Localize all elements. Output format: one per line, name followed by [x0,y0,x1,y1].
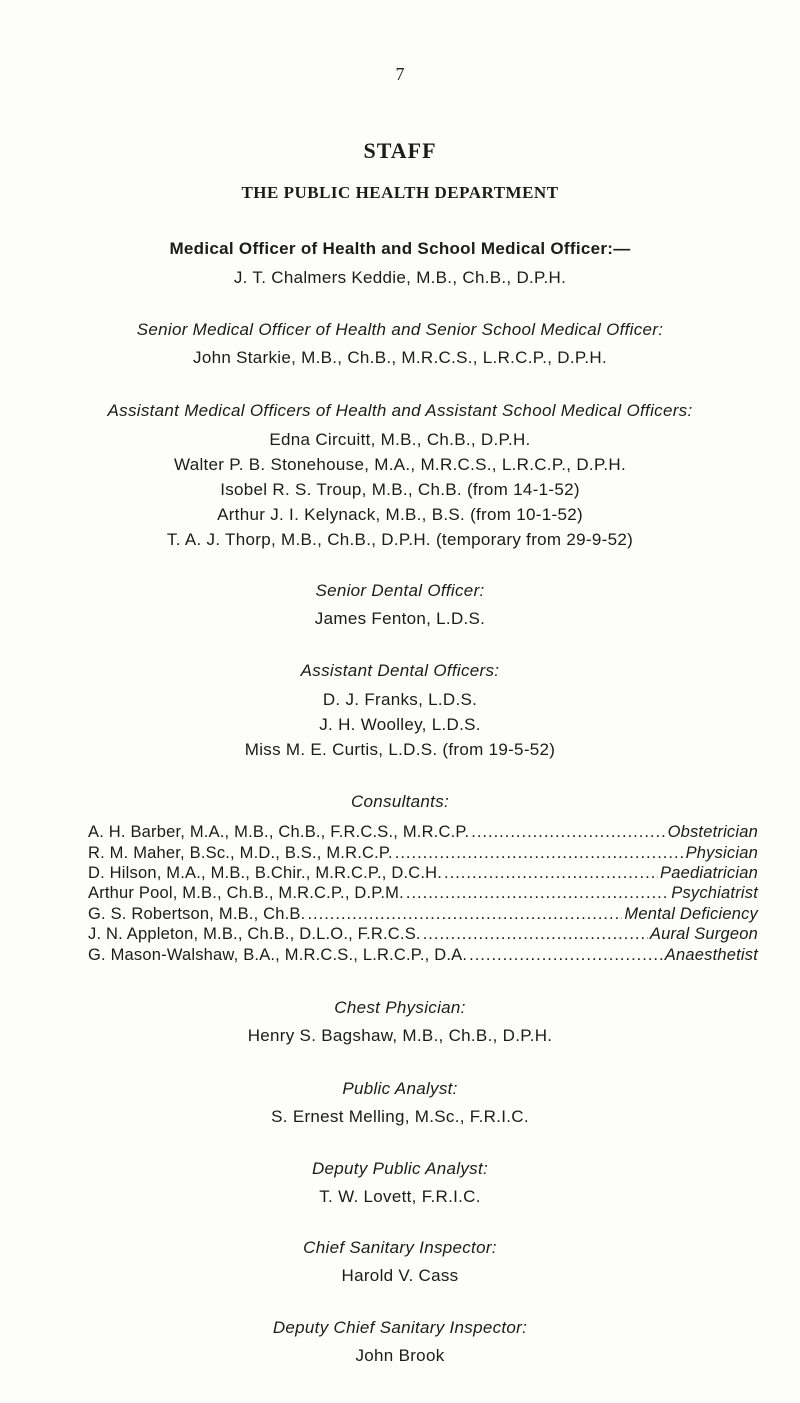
assistant-dental-name: D. J. Franks, L.D.S. [322,690,478,710]
dot-leader [471,823,665,842]
dot-leader [307,905,622,924]
deputy-public-analyst-name: T. W. Lovett, F.R.I.C. [319,1186,481,1206]
consultant-name: J. N. Appleton, M.B., Ch.B., D.L.O., F.R.C.S. [88,925,421,944]
consultant-row [88,946,758,965]
consultant-row [88,925,758,944]
consultant-row [88,884,758,903]
moh-heading: Medical Officer of Health and School Medical Officer:— [169,239,631,258]
dot-leader [406,884,669,903]
assistant-moh-name: Edna Circuitt, M.B., Ch.B., D.P.H. [269,429,531,449]
consultant-role: Paediatrician [660,863,758,882]
consultant-name: Arthur Pool, M.B., Ch.B., M.R.C.P., D.P.M. [88,884,404,903]
deputy-public-analyst-heading: Deputy Public Analyst: [311,1158,489,1178]
deputy-chief-sanitary-inspector-heading: Deputy Chief Sanitary Inspector: [272,1317,528,1337]
consultant-name: G. Mason-Walshaw, B.A., M.R.C.S., L.R.C.P., D.A. [88,945,468,964]
deputy-chief-sanitary-inspector-name: John Brook [355,1345,445,1365]
senior-moh-heading: Senior Medical Officer of Health and Senior School Medical Officer: [136,319,664,339]
assistant-dental-name: Miss M. E. Curtis, L.D.S. (from 19-5-52) [244,740,556,760]
chief-sanitary-inspector-name: Harold V. Cass [341,1265,459,1285]
consultant-name: G. S. Robertson, M.B., Ch.B. [88,904,306,923]
assistant-moh-name: T. A. J. Thorp, M.B., Ch.B., D.P.H. (temporary from 29-9-52) [166,530,634,550]
consultant-role: Mental Deficiency [624,904,758,923]
consultant-role: Physician [685,843,758,862]
public-analyst-heading: Public Analyst: [342,1078,458,1098]
consultant-name: R. M. Maher, B.Sc., M.D., B.S., M.R.C.P. [88,843,393,862]
assistant-moh-name: Isobel R. S. Troup, M.B., Ch.B. (from 14-1-52) [220,479,580,499]
senior-moh-name: John Starkie, M.B., Ch.B., M.R.C.S., L.R.C.P., D.P.H. [193,347,607,367]
consultant-row [88,823,758,842]
assistant-moh-name: Walter P. B. Stonehouse, M.A., M.R.C.S., L.R.C.P., D.P.H. [173,454,627,474]
moh-name: J. T. Chalmers Keddie, M.B., Ch.B., D.P.H. [233,267,567,287]
chest-physician-name: Henry S. Bagshaw, M.B., Ch.B., D.P.H. [247,1025,553,1045]
dot-leader [444,864,658,883]
dot-leader [423,925,648,944]
assistant-dental-heading: Assistant Dental Officers: [300,661,500,681]
chief-sanitary-inspector-heading: Chief Sanitary Inspector: [303,1237,497,1257]
consultant-role: Obstetrician [667,823,758,842]
consultant-role: Psychiatrist [671,884,758,903]
consultant-name: A. H. Barber, M.A., M.B., Ch.B., F.R.C.S., M.R.C.P. [88,823,470,842]
department-heading: THE PUBLIC HEALTH DEPARTMENT [241,183,559,202]
consultant-row [88,905,758,924]
senior-dental-name: James Fenton, L.D.S. [314,609,486,629]
assistant-moh-name: Arthur J. I. Kelynack, M.B., B.S. (from 10-1-52) [217,504,583,524]
chest-physician-heading: Chest Physician: [334,997,466,1017]
consultant-row [88,844,758,863]
page-title: STAFF [363,138,437,163]
consultant-role: Anaesthetist [664,945,758,964]
dot-leader [395,844,684,863]
public-analyst-name: S. Ernest Melling, M.Sc., F.R.I.C. [271,1106,529,1126]
consultant-role: Aural Surgeon [649,925,758,944]
assistant-dental-name: J. H. Woolley, L.D.S. [319,715,481,735]
senior-dental-heading: Senior Dental Officer: [315,581,485,601]
assistant-moh-heading: Assistant Medical Officers of Health and Assistant School Medical Officers: [107,400,693,420]
dot-leader [469,946,663,965]
consultant-row [88,864,758,883]
consultants-heading: Consultants: [350,792,450,812]
consultant-name: D. Hilson, M.A., M.B., B.Chir., M.R.C.P., D.C.H. [88,863,443,882]
page-number: 7 [395,64,405,84]
